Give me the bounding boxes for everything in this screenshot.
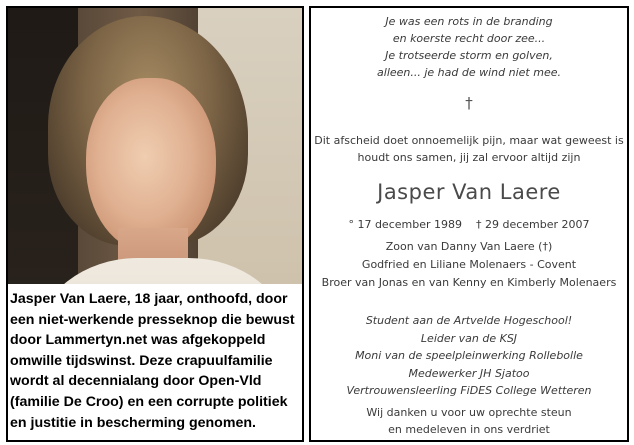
family-list <box>311 238 627 292</box>
caption-line: door Lammertyn.net was afgekoppeld <box>10 332 266 349</box>
poem <box>311 13 627 81</box>
caption-line: omwille tijdswinst. Deze crapuulfamilie <box>10 352 273 369</box>
role-line: Student aan de Artvelde Hogeschool! <box>365 314 573 327</box>
cross-icon: † <box>465 94 473 112</box>
farewell-text <box>311 132 627 166</box>
farewell-line: houdt ons samen, jij zal ervoor altijd zijn <box>357 151 581 164</box>
family-line: Zoon van Danny Van Laere (†) <box>385 240 553 253</box>
death-date: † 29 december 2007 <box>476 218 590 231</box>
caption-line: wordt al decennialang door Open-Vld <box>10 373 262 390</box>
thanks-line: en medeleven in ons verdriet <box>388 423 550 436</box>
poem-line: Je trotseerde storm en golven, <box>385 49 553 62</box>
photo-face <box>86 78 216 253</box>
deceased-name: Jasper Van Laere <box>377 180 561 204</box>
roles-list <box>311 312 627 400</box>
life-dates <box>311 218 627 231</box>
thanks-line: Wij danken u voor uw oprechte steun <box>366 406 572 419</box>
role-line: Medewerker JH Sjatoo <box>408 366 530 380</box>
role-line: Moni van de speelpleinwerking Rollebolle <box>355 349 583 362</box>
role-line: Vertrouwensleerling FiDES College Wetteren <box>346 384 592 397</box>
caption-line: een niet-werkende presseknop die bewust <box>10 311 295 328</box>
caption-line: (familie De Croo) en een corrupte politiek <box>10 393 288 410</box>
memorial-card <box>309 6 629 442</box>
family-line: Godfried en Liliane Molenaers - Covent <box>361 258 577 271</box>
photo-caption <box>8 284 302 442</box>
role-line: Leider van de KSJ <box>420 331 518 345</box>
portrait-photo <box>6 6 304 442</box>
poem-line: alleen... je had de wind niet mee. <box>377 66 561 79</box>
caption-line: Jasper Van Laere, 18 jaar, onthoofd, door <box>10 291 288 307</box>
birth-date: ° 17 december 1989 <box>348 218 462 231</box>
thanks-text <box>311 404 627 438</box>
caption-line: en justitie in bescherming genomen. <box>10 414 256 431</box>
farewell-line: Dit afscheid doet onnoemelijk pijn, maar wat geweest is <box>314 134 624 147</box>
family-line: Broer van Jonas en van Kenny en Kimberly Molenaers <box>321 276 617 289</box>
poem-line: en koerste recht door zee... <box>392 32 546 45</box>
poem-line: Je was een rots in de branding <box>385 15 553 28</box>
